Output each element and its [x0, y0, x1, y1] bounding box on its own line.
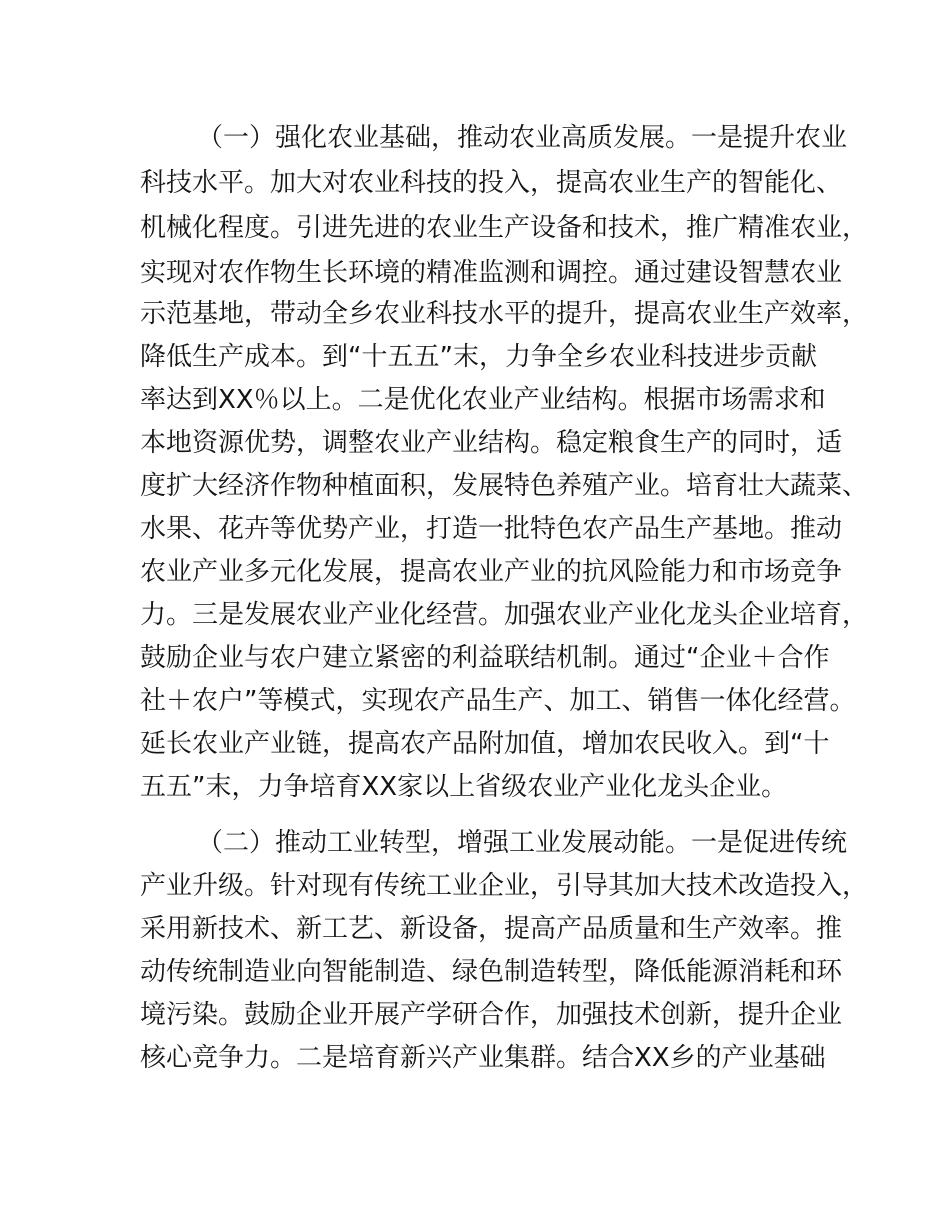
paragraph-1-line-7: 率达到XX％以上。二是优化农业产业结构。根据市场需求和 — [140, 385, 826, 415]
paragraph-1-line-6: 降低生产成本。到“十五五”末，力争全乡农业科技进步贡献 — [140, 342, 817, 372]
paragraph-2-line-3: 采用新技术、新工艺、新设备，提高产品质量和生产效率。推 — [140, 914, 843, 944]
paragraph-1-line-8: 本地资源优势，调整农业产业结构。稳定粮食生产的同时，适 — [140, 428, 843, 458]
paragraph-1-line-9: 度扩大经济作物种植面积，发展特色养殖产业。培育壮大蔬菜、 — [140, 471, 869, 501]
paragraph-1-line-15: 延长农业产业链，提高农产品附加值，增加农民收入。到“十 — [140, 729, 830, 759]
paragraph-1-line-13: 鼓励企业与农户建立紧密的利益联结机制。通过“企业＋合作 — [140, 643, 830, 673]
paragraph-1-line-12: 力。三是发展农业产业化经营。加强农业产业化龙头企业培育， — [140, 600, 869, 630]
paragraph-1-line-1: （一）强化农业基础，推动农业高质发展。一是提升农业 — [197, 123, 848, 153]
paragraph-2-line-1: （二）推动工业转型，增强工业发展动能。一是促进传统 — [197, 828, 848, 858]
paragraph-1-line-14: 社＋农户”等模式，实现农产品生产、加工、销售一体化经营。 — [140, 686, 856, 716]
paragraph-2-line-6: 核心竞争力。二是培育新兴产业集群。结合XX乡的产业基础 — [140, 1043, 826, 1073]
paragraph-1-line-11: 农业产业多元化发展，提高农业产业的抗风险能力和市场竞争 — [140, 557, 843, 587]
paragraph-2-line-4: 动传统制造业向智能制造、绿色制造转型，降低能源消耗和环 — [140, 957, 843, 987]
paragraph-1-line-5: 示范基地，带动全乡农业科技水平的提升，提高农业生产效率， — [140, 299, 869, 329]
paragraph-2-line-2: 产业升级。针对现有传统工业企业，引导其加大技术改造投入， — [140, 871, 869, 901]
paragraph-1-line-3: 机械化程度。引进先进的农业生产设备和技术，推广精准农业， — [140, 213, 869, 243]
paragraph-1-line-10: 水果、花卉等优势产业，打造一批特色农产品生产基地。推动 — [140, 514, 843, 544]
paragraph-2-line-5: 境污染。鼓励企业开展产学研合作，加强技术创新，提升企业 — [140, 1000, 843, 1030]
paragraph-1-line-4: 实现对农作物生长环境的精准监测和调控。通过建设智慧农业 — [140, 258, 843, 288]
paragraph-1-line-2: 科技水平。加大对农业科技的投入，提高农业生产的智能化、 — [140, 168, 843, 198]
paragraph-1-line-16: 五五”末，力争培育XX家以上省级农业产业化龙头企业。 — [140, 772, 788, 802]
